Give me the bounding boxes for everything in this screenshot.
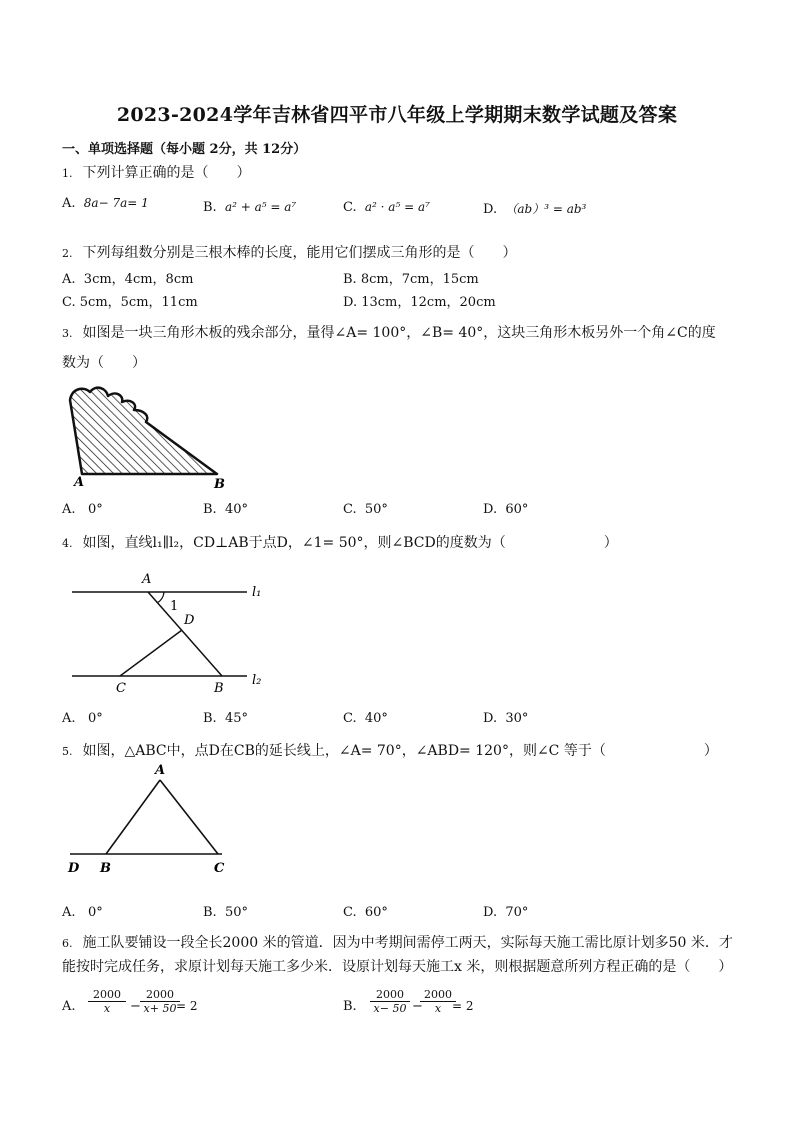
question-text: 如图，△ABC中，点D在CB的延长线上，∠A= 70°，∠ABD= 120°，则∠C 等于（ ）	[82, 743, 718, 759]
option-text: 3cm，4cm，8cm	[83, 272, 194, 287]
q2-option-b	[343, 268, 479, 287]
q1-option-a	[62, 196, 149, 211]
option-label: A.	[62, 905, 76, 920]
segment-ab	[148, 592, 222, 676]
option-text: 50°	[364, 502, 388, 517]
q2-option-c	[62, 291, 198, 310]
option-label: B.	[203, 905, 217, 920]
label-d: D	[184, 613, 195, 628]
option-label: D.	[483, 905, 498, 920]
q6-b-fraction-2	[420, 988, 456, 1015]
option-text: 8a− 7a= 1	[83, 196, 149, 210]
section-heading: 一、单项选择题（每小题 2分，共 12分）	[62, 142, 307, 157]
option-text: a² + a⁵ = a⁷	[224, 200, 297, 214]
label-b: B	[214, 477, 225, 492]
question-number: 5.	[62, 745, 73, 758]
option-label: D.	[483, 202, 498, 217]
question-4-stem	[62, 532, 618, 552]
question-5-stem	[62, 740, 718, 760]
option-text: 50°	[224, 905, 248, 920]
option-text: 0°	[87, 502, 103, 517]
q4-option-a	[62, 711, 103, 726]
question-3-stem-cont: 数为（ ）	[62, 355, 146, 371]
page-title: 2023-2024学年吉林省四平市八年级上学期期末数学试题及答案	[116, 104, 678, 126]
q3-option-b	[203, 502, 248, 517]
option-text: （ab）³ = ab³	[505, 202, 587, 216]
question-1-stem	[62, 162, 251, 182]
denominator: x+ 50	[140, 1001, 180, 1015]
option-text: 40°	[224, 502, 248, 517]
option-label: D.	[483, 711, 498, 726]
option-label: B.	[203, 502, 217, 517]
q5-option-a	[62, 905, 103, 920]
option-text: 40°	[364, 711, 388, 726]
question-number: 6.	[62, 937, 73, 950]
question-3-stem	[62, 322, 716, 342]
denominator: x	[88, 1001, 126, 1015]
label-a: A	[142, 572, 152, 587]
q3-option-d	[483, 502, 528, 517]
option-text: 60°	[505, 502, 529, 517]
q2-option-d	[343, 291, 496, 310]
q6-a-fraction-2	[140, 988, 180, 1015]
side-ac	[160, 780, 218, 854]
numerator: 2000	[376, 988, 404, 1001]
q6-a-rhs: = 2	[176, 999, 198, 1013]
question-text: 如图是一块三角形木板的残余部分，量得∠A= 100°，∠B= 40°，这块三角形木板另外一个角∠C的度	[82, 325, 716, 341]
option-label: B.	[343, 272, 357, 287]
option-label: B.	[203, 200, 217, 215]
label-a: A	[155, 763, 166, 778]
option-label: C.	[62, 295, 76, 310]
q4-figure-parallel-lines	[62, 568, 272, 698]
q6-b-fraction-1	[370, 988, 410, 1015]
label-b: B	[100, 861, 111, 876]
q5-option-d	[483, 905, 528, 920]
q5-option-c	[343, 905, 388, 920]
q5-option-b	[203, 905, 248, 920]
side-ab	[106, 780, 160, 854]
question-6-stem	[62, 932, 733, 952]
question-number: 3.	[62, 327, 73, 340]
option-label: C.	[343, 502, 357, 517]
option-text: 45°	[224, 711, 248, 726]
option-text: 0°	[87, 905, 103, 920]
question-text: 如图，直线l₁∥l₂，CD⊥AB于点D，∠1= 50°，则∠BCD的度数为（ ）	[82, 535, 618, 551]
option-label: D.	[483, 502, 498, 517]
question-number: 2.	[62, 247, 73, 260]
question-text: 下列每组数分别是三根木棒的长度，能用它们摆成三角形的是（ ）	[82, 245, 517, 261]
q6-option-a-label: A.	[62, 999, 76, 1014]
denominator: x− 50	[370, 1001, 410, 1015]
q6-a-fraction-1	[88, 988, 126, 1015]
label-a: A	[74, 475, 85, 490]
question-text: 施工队要铺设一段全长2000 米的管道．因为中考期间需停工两天，实际每天施工需比原计划多50 米．才	[82, 935, 733, 951]
numerator: 2000	[424, 988, 452, 1001]
question-number: 4.	[62, 537, 73, 550]
option-text: a² · a⁵ = a⁷	[364, 200, 430, 214]
q3-option-a	[62, 502, 103, 517]
q1-option-c	[343, 200, 430, 215]
q1-option-d	[483, 200, 586, 217]
segment-cd	[120, 630, 182, 676]
option-label: C.	[343, 200, 357, 215]
label-b: B	[214, 681, 224, 696]
label-l2: l₂	[252, 673, 262, 688]
q4-option-c	[343, 711, 388, 726]
q1-option-b	[203, 200, 296, 215]
option-label: A.	[62, 272, 76, 287]
board-shape	[70, 388, 217, 474]
label-1: 1	[170, 599, 179, 614]
option-label: A.	[62, 196, 76, 211]
option-text: 30°	[505, 711, 529, 726]
q4-option-b	[203, 711, 248, 726]
q6-b-rhs: = 2	[452, 999, 474, 1013]
q6-b-operator: −	[412, 999, 423, 1014]
q6-option-b-label: B.	[343, 999, 357, 1014]
option-label: A.	[62, 502, 76, 517]
option-text: 13cm，12cm，20cm	[361, 295, 496, 310]
option-label: C.	[343, 711, 357, 726]
label-c: C	[214, 861, 225, 876]
denominator: x	[420, 1001, 456, 1015]
q6-a-operator: −	[130, 999, 141, 1014]
q4-option-d	[483, 711, 528, 726]
label-c: C	[116, 681, 126, 696]
label-d: D	[68, 861, 80, 876]
numerator: 2000	[146, 988, 174, 1001]
option-text: 5cm，5cm，11cm	[79, 295, 198, 310]
option-label: B.	[203, 711, 217, 726]
option-text: 60°	[364, 905, 388, 920]
q3-figure-board	[62, 380, 242, 490]
option-label: C.	[343, 905, 357, 920]
question-number: 1.	[62, 167, 73, 180]
q5-figure-triangle	[62, 762, 242, 880]
q2-option-a	[62, 268, 193, 287]
label-l1: l₁	[252, 585, 262, 600]
question-text: 下列计算正确的是（ ）	[82, 165, 251, 181]
numerator: 2000	[93, 988, 121, 1001]
option-text: 8cm，7cm，15cm	[360, 272, 479, 287]
option-label: A.	[62, 711, 76, 726]
question-2-stem	[62, 242, 517, 262]
q3-option-c	[343, 502, 388, 517]
question-6-stem-cont: 能按时完成任务，求原计划每天施工多少米．设原计划每天施工x 米，则根据题意所列方程正确的是（ ）	[62, 959, 733, 975]
option-label: D.	[343, 295, 358, 310]
option-text: 0°	[87, 711, 103, 726]
option-text: 70°	[505, 905, 529, 920]
angle-1-arc	[157, 592, 164, 603]
